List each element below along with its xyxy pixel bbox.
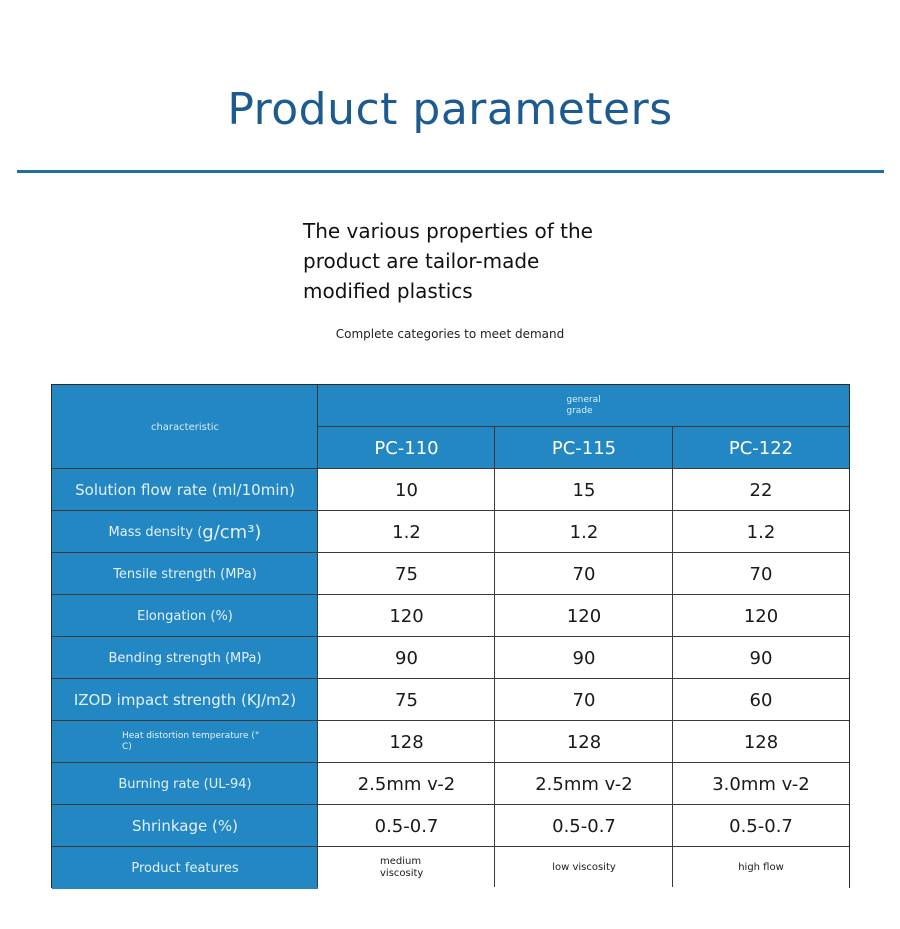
grid-line — [318, 426, 849, 427]
tagline — [303, 216, 633, 306]
grid-line — [494, 427, 495, 887]
table-cell: 75 — [318, 553, 495, 595]
grid-line — [52, 552, 849, 553]
table-cell: 15 — [495, 469, 673, 511]
group-header — [318, 385, 849, 427]
row-label — [52, 511, 318, 553]
table-cell: 90 — [495, 637, 673, 679]
row-label: IZOD impact strength (KJ/m2) — [52, 679, 318, 721]
page-title: Product parameters — [227, 84, 673, 135]
table-cell: 90 — [318, 637, 495, 679]
table-cell: 10 — [318, 469, 495, 511]
grid-line — [52, 594, 849, 595]
row-label-line-2: C) — [122, 742, 132, 752]
grid-line — [52, 762, 849, 763]
table-cell: 60 — [673, 679, 849, 721]
table-cell: 3.0mm v-2 — [673, 763, 849, 805]
table-cell: 120 — [495, 595, 673, 637]
table-cell: 128 — [495, 721, 673, 763]
grid-line — [52, 846, 849, 847]
table-cell: 75 — [318, 679, 495, 721]
table-cell: 70 — [673, 553, 849, 595]
row-label — [52, 721, 318, 763]
table-cell: 128 — [318, 721, 495, 763]
grid-line — [52, 678, 849, 679]
table-cell: low viscosity — [495, 847, 673, 889]
row-label: Elongation (%) — [52, 595, 318, 637]
table-cell: 2.5mm v-2 — [495, 763, 673, 805]
corner-header — [52, 385, 318, 469]
model-header-pc-115: PC-115 — [495, 427, 673, 469]
grid-line — [672, 427, 673, 887]
table-cell: 0.5-0.7 — [673, 805, 849, 847]
tagline-line-2: product are tailor-made — [303, 249, 540, 273]
table-cell: 90 — [673, 637, 849, 679]
table-cell: high flow — [673, 847, 849, 889]
table-cell: 0.5-0.7 — [495, 805, 673, 847]
table-cell: 70 — [495, 553, 673, 595]
corner-header-label: characteristic — [150, 421, 220, 433]
table-cell: 22 — [673, 469, 849, 511]
title-divider — [17, 170, 884, 173]
row-label: Tensile strength (MPa) — [52, 553, 318, 595]
grid-line — [52, 804, 849, 805]
group-header-label — [566, 395, 600, 417]
model-header-pc-122: PC-122 — [673, 427, 849, 469]
row-label: Burning rate (UL-94) — [52, 763, 318, 805]
table-cell: 120 — [318, 595, 495, 637]
table-cell: 1.2 — [318, 511, 495, 553]
table-cell: 128 — [673, 721, 849, 763]
row-label: Solution flow rate (ml/10min) — [52, 469, 318, 511]
table-cell: medium viscosity — [318, 847, 495, 889]
group-header-line-1: general — [566, 395, 601, 405]
table-cell: 70 — [495, 679, 673, 721]
row-label: Shrinkage (%) — [52, 805, 318, 847]
grid-line — [52, 720, 849, 721]
table-cell: 0.5-0.7 — [318, 805, 495, 847]
row-label-line-1: Heat distortion temperature (° — [122, 731, 260, 741]
row-label: Bending strength (MPa) — [52, 637, 318, 679]
grid-line — [52, 636, 849, 637]
table-cell: 120 — [673, 595, 849, 637]
subtagline: Complete categories to meet demand — [335, 327, 565, 341]
row-label-text: Mass density ( — [108, 524, 203, 540]
row-label-unit: g/cm³) — [202, 521, 262, 543]
group-header-line-2: grade — [566, 406, 593, 416]
table-cell: 1.2 — [495, 511, 673, 553]
table-cell: 2.5mm v-2 — [318, 763, 495, 805]
grid-line — [52, 468, 849, 469]
table-cell: 1.2 — [673, 511, 849, 553]
grid-line — [52, 510, 849, 511]
row-label: Product features — [52, 847, 318, 889]
tagline-line-1: The various properties of the — [303, 219, 593, 243]
parameters-table — [51, 384, 850, 888]
tagline-line-3: modified plastics — [303, 279, 473, 303]
model-header-pc-110: PC-110 — [318, 427, 495, 469]
